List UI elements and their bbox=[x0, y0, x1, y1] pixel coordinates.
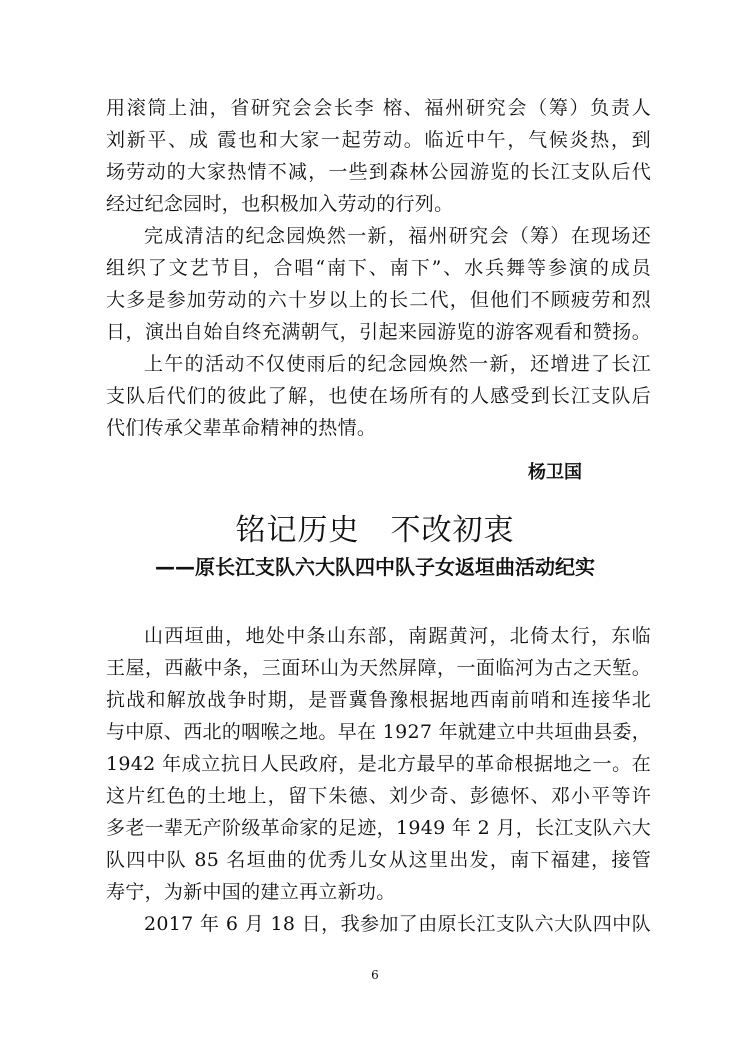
text-line: 2017 年 6 月 18 日，我参加了由原长江支队六大队四中队 bbox=[144, 913, 651, 935]
text-line: 多老一辈无产阶级革命家的足迹，1949 年 2 月，长江支队六大 bbox=[106, 817, 651, 839]
text-line: 大多是参加劳动的六十岁以上的长二代，但他们不顾疲劳和烈 bbox=[106, 289, 651, 311]
text-line: 寿宁，为新中国的建立再立新功。 bbox=[106, 881, 396, 903]
text-line: 这片红色的土地上，留下朱德、刘少奇、彭德怀、邓小平等许 bbox=[106, 785, 651, 807]
article-subtitle: ——原长江支队六大队四中队子女返垣曲活动纪实 bbox=[155, 555, 595, 579]
article-title: 铭记历史 不改初衷 bbox=[235, 513, 515, 548]
text-line: 王屋，西蔽中条，三面环山为天然屏障，一面临河为古之天堑。 bbox=[106, 657, 651, 679]
text-line: 1942 年成立抗日人民政府，是北方最早的革命根据地之一。在 bbox=[106, 753, 651, 775]
page-number: 6 bbox=[371, 968, 379, 982]
text-line: 代们传承父辈革命精神的热情。 bbox=[106, 417, 377, 439]
text-line: 队四中队 85 名垣曲的优秀儿女从这里出发，南下福建，接管 bbox=[106, 849, 651, 871]
text-line: 刘新平、成 霞也和大家一起劳动。临近中午，气候炎热，到 bbox=[106, 129, 651, 151]
text-line: 支队后代们的彼此了解，也使在场所有的人感受到长江支队后 bbox=[106, 385, 651, 407]
text-line: 组织了文艺节目，合唱“南下、南下”、水兵舞等参演的成员 bbox=[106, 257, 651, 279]
text-line: 上午的活动不仅使雨后的纪念园焕然一新，还增进了长江 bbox=[144, 353, 651, 375]
text-line: 完成清洁的纪念园焕然一新，福州研究会（筹）在现场还 bbox=[144, 225, 651, 247]
text-line: 与中原、西北的咽喉之地。早在 1927 年就建立中共垣曲县委， bbox=[106, 721, 651, 743]
text-line: 场劳动的大家热情不减，一些到森林公园游览的长江支队后代 bbox=[106, 161, 651, 183]
author-signature: 杨卫国 bbox=[528, 462, 582, 483]
text-line: 抗战和解放战争时期，是晋冀鲁豫根据地西南前哨和连接华北 bbox=[106, 689, 651, 711]
text-line: 山西垣曲，地处中条山东部，南踞黄河，北倚太行，东临 bbox=[144, 625, 651, 647]
text-line: 用滚筒上油，省研究会会长李 榕、福州研究会（筹）负责人 bbox=[106, 97, 651, 119]
text-line: 日，演出自始自终充满朝气，引起来园游览的游客观看和赞扬。 bbox=[106, 321, 651, 343]
text-line: 经过纪念园时，也积极加入劳动的行列。 bbox=[106, 193, 454, 215]
